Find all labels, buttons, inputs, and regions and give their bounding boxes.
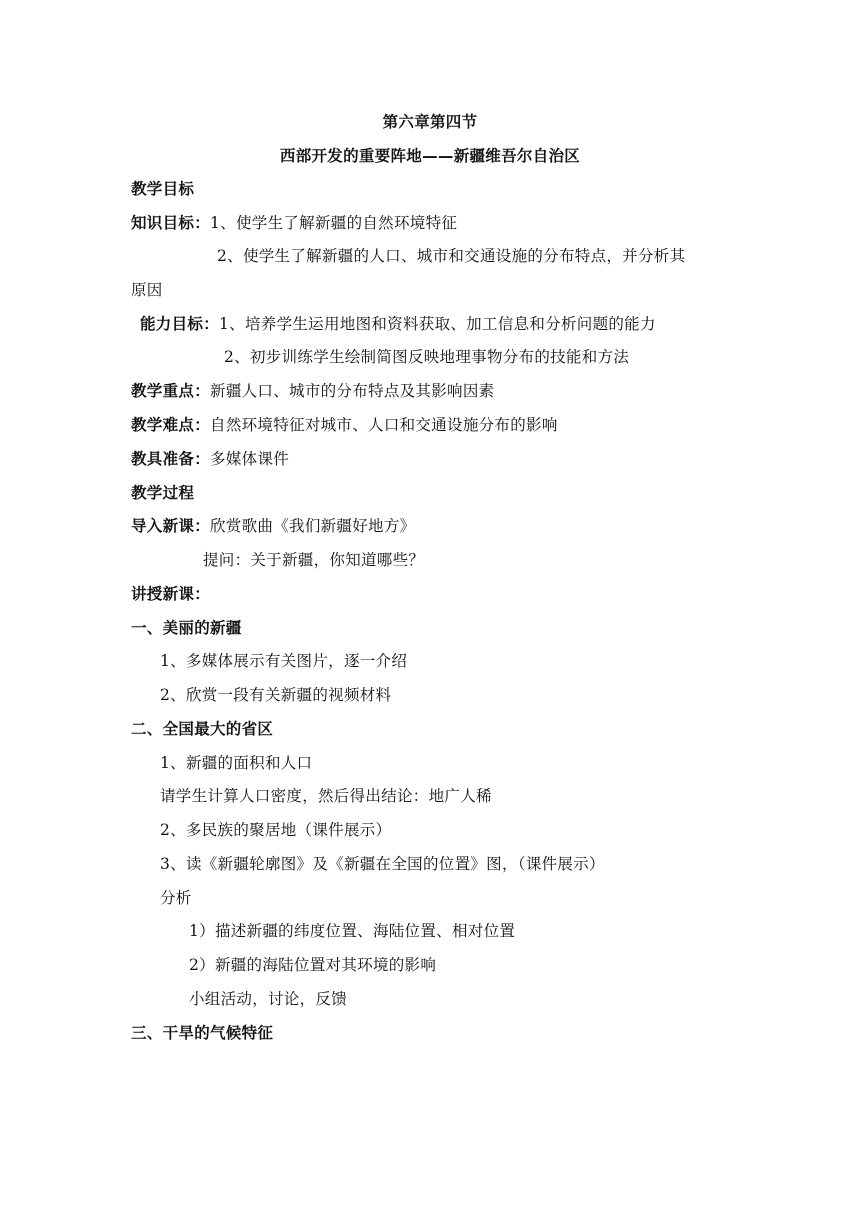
materials-line <box>131 448 289 470</box>
intro-question: 提问：关于新疆，你知道哪些？ <box>203 551 425 569</box>
section-1-item-1: 1、多媒体展示有关图片，逐一介绍 <box>160 652 408 670</box>
knowledge-objective-2-cont: 原因 <box>131 281 163 299</box>
key-point-line <box>131 380 494 402</box>
section-2-sub-2: 2）新疆的海陆位置对其环境的影响 <box>189 956 437 974</box>
chapter-title: 第六章第四节 <box>382 113 478 131</box>
section-1-title: 一、美丽的新疆 <box>131 619 242 637</box>
materials-text: 多媒体课件 <box>210 450 290 468</box>
section-3-title: 三、干旱的气候特征 <box>131 1024 274 1042</box>
process-heading: 教学过程 <box>131 484 195 502</box>
section-2-item-1: 1、新疆的面积和人口 <box>160 754 313 772</box>
ability-objective-label: 能力目标： <box>140 315 220 333</box>
section-2-item-1-note: 请学生计算人口密度，然后得出结论：地广人稀 <box>160 787 492 805</box>
section-2-item-2: 2、多民族的聚居地（课件展示） <box>160 821 392 839</box>
difficulty-label: 教学难点： <box>131 416 211 434</box>
ability-objective-2: 2、初步训练学生绘制简图反映地理事物分布的技能和方法 <box>224 348 630 366</box>
key-point-text: 新疆人口、城市的分布特点及其影响因素 <box>210 382 495 400</box>
section-2-sub-1: 1）描述新疆的纬度位置、海陆位置、相对位置 <box>189 922 516 940</box>
ability-objective-line <box>140 313 656 335</box>
difficulty-text: 自然环境特征对城市、人口和交通设施分布的影响 <box>210 416 558 434</box>
objectives-heading: 教学目标 <box>131 180 195 198</box>
section-2-group-activity: 小组活动，讨论，反馈 <box>189 990 348 1008</box>
lecture-label: 讲授新课： <box>131 585 211 603</box>
lesson-title: 西部开发的重要阵地——新疆维吾尔自治区 <box>279 147 581 165</box>
section-1-item-2: 2、欣赏一段有关新疆的视频材料 <box>160 686 392 704</box>
intro-text: 欣赏歌曲《我们新疆好地方》 <box>210 517 416 535</box>
knowledge-objective-1: 1、使学生了解新疆的自然环境特征 <box>210 214 458 232</box>
section-2-analysis: 分析 <box>160 889 192 907</box>
section-2-title: 二、全国最大的省区 <box>131 720 274 738</box>
materials-label: 教具准备： <box>131 450 211 468</box>
key-point-label: 教学重点： <box>131 382 211 400</box>
difficulty-line <box>131 414 558 436</box>
knowledge-objective-label: 知识目标： <box>131 214 211 232</box>
section-2-item-3: 3、读《新疆轮廓图》及《新疆在全国的位置》图，（课件展示） <box>160 855 605 873</box>
intro-label: 导入新课： <box>131 517 211 535</box>
intro-line <box>131 515 415 537</box>
ability-objective-1: 1、培养学生运用地图和资料获取、加工信息和分析问题的能力 <box>219 315 656 333</box>
knowledge-objective-line <box>131 212 457 234</box>
knowledge-objective-2: 2、使学生了解新疆的人口、城市和交通设施的分布特点，并分析其 <box>217 247 686 265</box>
